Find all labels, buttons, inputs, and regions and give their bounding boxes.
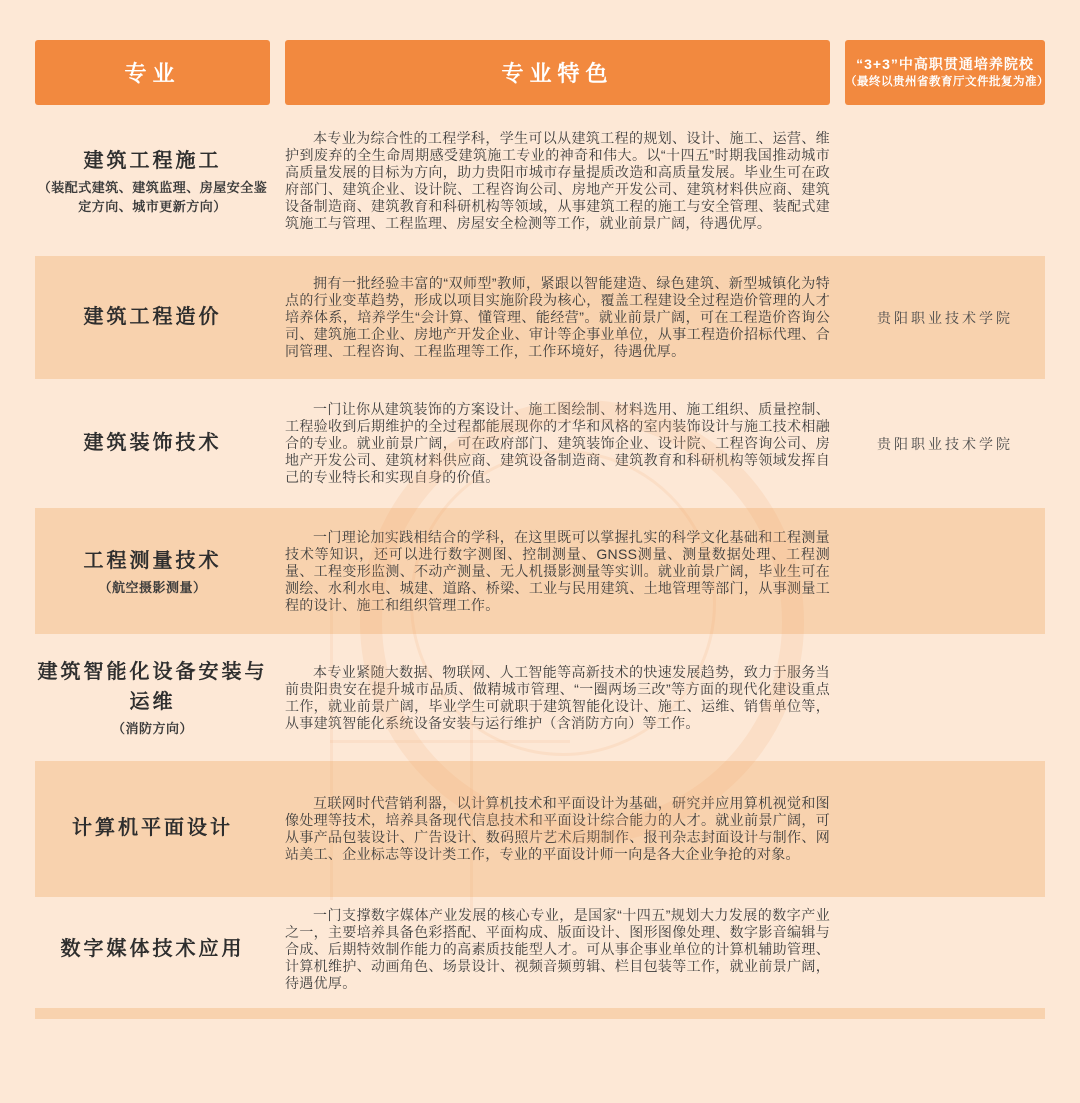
major-note: （消防方向） <box>111 721 193 736</box>
header-major-label: 专业 <box>124 61 181 86</box>
feature-text: 一门让你从建筑装饰的方案设计、施工图绘制、材料选用、施工组织、质量控制、工程验收到后期维护的全过程都能展现你的才华和风格的室内装饰设计与施工技术相融合的专业。就业前景广阔，可在政府部门、建筑装饰企业、设计院、工程咨询公司、房地产开发公司、建筑材料供应商、建筑设备制造商、建筑教育和科研机构等领域发挥自己的专业特长和实现自身的价值。 <box>285 401 830 485</box>
major-name: 计算机平面设计 <box>72 817 233 839</box>
feature-text: 拥有一批经验丰富的“双师型”教师，紧跟以智能建造、绿色建筑、新型城镇化为特点的行业变革趋势，形成以项目实施阶段为核心，覆盖工程建设全过程造价管理的人才培养体系，培养学生“会计算、懂管理、能经营”。就业前景广阔，可在工程造价咨询公司、建筑施工企业、房地产开发企业、审计等企事业单位，从事工程造价招标代理、合同管理、工程咨询、工程监理等工作，工作环境好，待遇优厚。 <box>285 275 830 359</box>
major-cell <box>35 140 270 222</box>
major-note: （装配式建筑、建筑监理、房屋安全鉴定方向、城市更新方向） <box>37 180 268 214</box>
table-row <box>0 256 1080 379</box>
major-note: （航空摄影测量） <box>98 579 207 595</box>
header-feature-column <box>285 40 830 105</box>
major-cell <box>35 928 270 972</box>
table-header-row <box>35 40 1049 105</box>
table-row <box>0 108 1080 254</box>
header-major-column <box>35 40 270 105</box>
table-body <box>0 108 1080 1000</box>
bottom-band-divider <box>35 1008 1045 1019</box>
major-name: 建筑工程造价 <box>83 305 222 328</box>
table-row <box>0 761 1080 897</box>
major-name: 建筑装饰技术 <box>83 431 222 454</box>
header-school-label-line2: （最终以贵州省教育厅文件批复为准） <box>845 76 1049 88</box>
major-cell <box>35 540 270 603</box>
table-row <box>0 636 1080 759</box>
school-name: 贵阳职业技术学院 <box>877 435 1013 452</box>
feature-text: 互联网时代营销利器，以计算机技术和平面设计为基础，研究并应用算机视觉和图像处理等技术，培养具备现代信息技术和平面设计综合能力的人才。就业前景广阔，可从事产品包装设计、广告设计、数码照片艺术后期制作、报刊杂志封面设计与制作、网站美工、企业标志等设计类工作，专业的平面设计师一向是各大企业争抢的对象。 <box>285 795 830 862</box>
table-row <box>0 899 1080 1000</box>
header-feature-label: 专业特色 <box>501 61 614 86</box>
table-row <box>0 508 1080 634</box>
feature-text: 本专业为综合性的工程学科，学生可以从建筑工程的规划、设计、施工、运营、维护到废弃的全生命周期感受建筑施工专业的神奇和伟大。以“十四五”时期我国推动城市高质量发展的目标为方向，助力贵阳市城市存量提质改造和高质量发展。毕业生可在政府部门、建筑企业、设计院、工程咨询公司、房地产开发公司、建筑材料供应商、建筑设备制造商、建筑教育和科研机构等领域，从事建筑工程的施工与安全管理、装配式建筑施工与管理、工程监理、房屋安全检测等工作，就业前景广阔，待遇优厚。 <box>285 130 830 231</box>
feature-text: 一门支撑数字媒体产业发展的核心专业，是国家“十四五”规划大力发展的数字产业之一，主要培养具备色彩搭配、平面构成、版面设计、图形图像处理、数字影音编辑与合成、后期特效制作能力的高素质技能型人才。可从事企事业单位的计算机辅助管理、计算机维护、动画角色、场景设计、视频音频剪辑、栏目包装等工作，就业前景广阔，待遇优厚。 <box>285 907 830 991</box>
major-cell <box>35 651 270 744</box>
feature-text: 本专业紧随大数据、物联网、人工智能等高新技术的快速发展趋势，致力于服务当前贵阳贵安在提升城市品质、做精城市管理、“一圈两场三改”等方面的现代化建设重点工作，就业前景广阔，毕业学生可就职于建筑智能化设计、施工、运维、销售单位等，从事建筑智能化系统设备安装与运行维护（含消防方向）等工作。 <box>285 663 830 731</box>
feature-text: 一门理论加实践相结合的学科，在这里既可以掌握扎实的科学文化基础和工程测量技术等知识，还可以进行数字测图、控制测量、GNSS测量、测量数据处理、工程测量、工程变形监测、不动产测量、无人机摄影测量等实训。就业前景广阔，毕业生可在测绘、水利水电、城建、道路、桥梁、工业与民用建筑、土地管理等部门，从事测量工程的设计、施工和组织管理工作。 <box>285 528 830 613</box>
table-row <box>0 381 1080 506</box>
major-name: 建筑工程施工 <box>83 150 222 172</box>
major-cell <box>35 296 270 340</box>
major-cell <box>35 422 270 466</box>
major-cell <box>35 807 270 851</box>
major-name: 工程测量技术 <box>83 549 222 572</box>
major-name: 建筑智能化设备安装与运维 <box>37 661 268 713</box>
school-name: 贵阳职业技术学院 <box>877 309 1013 326</box>
majors-table-page <box>0 40 1080 1019</box>
major-name: 数字媒体技术应用 <box>60 937 245 960</box>
header-school-label-line1: “3+3”中高职贯通培养院校 <box>856 56 1034 72</box>
header-school-column <box>845 40 1049 105</box>
